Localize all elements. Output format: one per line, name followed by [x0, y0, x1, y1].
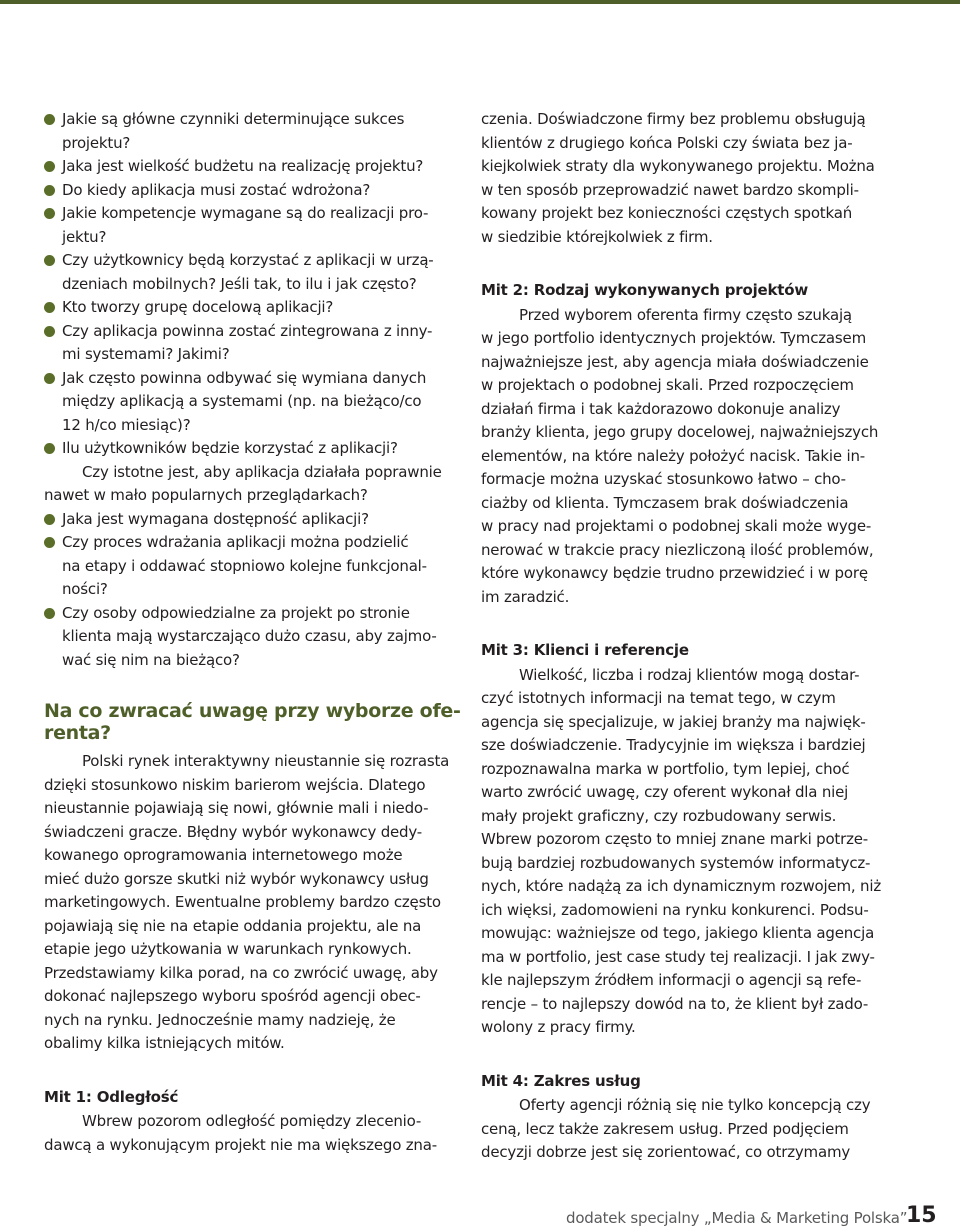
text-line: dokonać najlepszego wyboru spośród agencji obec-	[44, 987, 421, 1005]
question-line: ności?	[62, 580, 108, 598]
question-item	[44, 508, 469, 532]
text-line: marketingowych. Ewentualne problemy bardzo często	[44, 893, 441, 911]
question-line: Do kiedy aplikacja musi zostać wdrożona?	[62, 180, 371, 199]
top-accent-bar	[0, 0, 960, 4]
question-item	[44, 367, 469, 438]
text-line: im zaradzić.	[481, 587, 570, 606]
page-number: 15	[906, 1203, 937, 1228]
text-line: Oferty agencji różnią się nie tylko koncepcją czy	[519, 1096, 871, 1114]
bullet-dot-icon	[44, 373, 55, 384]
question-line: na etapy i oddawać stopniowo kolejne funkcjonal-	[62, 556, 427, 575]
heading-line: renta?	[44, 722, 111, 744]
text-line: ma w portfolio, jest case study tej realizacji. I jak zwy-	[481, 947, 875, 966]
question-line: Jaka jest wielkość budżetu na realizację projektu?	[62, 157, 424, 175]
text-line: agencja się specjalizuje, w jakiej branży ma najwięk-	[481, 712, 866, 731]
text-line: Przed wyborem oferenta firmy często szukają	[519, 305, 852, 324]
bullet-dot-icon	[44, 514, 55, 525]
text-line: Wielkość, liczba i rodzaj klientów mogą dostar-	[519, 665, 860, 684]
text-line: wolony z pracy firmy.	[481, 1018, 636, 1036]
question-line: Kto tworzy grupę docelową aplikacji?	[62, 298, 334, 316]
text-line: najważniejsze jest, aby agencja miała doświadczenie	[481, 352, 869, 371]
text-line: rencje – to najlepszy dowód na to, że klient był zado-	[481, 994, 869, 1013]
text-line: Czy istotne jest, aby aplikacja działała poprawnie	[82, 462, 442, 481]
text-line: świadczeni gracze. Błędny wybór wykonawcy dedy-	[44, 822, 422, 841]
text-line: nerować w trakcie pracy niezliczoną ilość problemów,	[481, 540, 874, 559]
text-line: ich więksi, zadomowieni na rynku konkurenci. Podsu-	[481, 900, 869, 919]
text-line: etapie jego użytkowania w warunkach rynkowych.	[44, 940, 412, 958]
text-line: Wbrew pozorom odległość pomiędzy zlecenio-	[82, 1112, 422, 1130]
question-line: mi systemami? Jakimi?	[62, 345, 230, 363]
mit4-title: Mit 4: Zakres usług	[481, 1071, 641, 1090]
question-item	[44, 202, 469, 249]
text-line: dawcą a wykonującym projekt nie ma większego zna-	[44, 1135, 437, 1154]
text-line: działań firma i tak każdorazowo dokonuje analizy	[481, 399, 841, 418]
question-item	[44, 108, 469, 155]
bullet-dot-icon	[44, 255, 55, 266]
text-line: kowanego oprogramowania internetowego może	[44, 846, 403, 864]
question-item	[44, 320, 469, 367]
right-column	[481, 108, 906, 1165]
text-line: czyć istotnych informacji na temat tego, w czym	[481, 689, 836, 707]
text-line: w pracy nad projektami o podobnej skali może wyge-	[481, 517, 872, 535]
mit3-paragraph	[481, 664, 906, 1040]
question-item	[44, 437, 469, 461]
footer-publication: dodatek specjalny „Media & Marketing Polska”	[566, 1209, 908, 1227]
text-line: ciażby od klienta. Tymczasem brak doświadczenia	[481, 493, 849, 512]
text-line: mały projekt graficzny, czy rozbudowany serwis.	[481, 806, 837, 825]
text-line: Wbrew pozorom często to mniej znane marki potrze-	[481, 830, 868, 848]
question-line: Jaka jest wymagana dostępność aplikacji?	[62, 509, 369, 528]
text-line: w ten sposób przeprowadzić nawet bardzo skompli-	[481, 180, 859, 199]
bullet-dot-icon	[44, 537, 55, 548]
text-line: w jego portfolio identycznych projektów. Tymczasem	[481, 329, 866, 347]
question-item	[44, 249, 469, 296]
text-line: kle najlepszym źródłem informacji o agencji są refe-	[481, 971, 862, 989]
mit1-continuation	[481, 108, 906, 249]
text-line: mieć dużo gorsze skutki niż wybór wykonawcy usług	[44, 869, 429, 888]
text-line: w projektach o podobnej skali. Przed rozpoczęciem	[481, 376, 854, 394]
bullet-dot-icon	[44, 185, 55, 196]
text-line: nieustannie pojawiają się nowi, głównie mali i niedo-	[44, 799, 429, 817]
text-line: w siedzibie którejkolwiek z firm.	[481, 227, 713, 246]
question-line: Czy osoby odpowiedzialne za projekt po stronie	[62, 603, 410, 622]
question-line: jektu?	[62, 227, 107, 246]
text-line: warto zwrócić uwagę, czy oferent wykonał dla niej	[481, 783, 849, 801]
section-heading	[44, 700, 469, 744]
bullet-dot-icon	[44, 114, 55, 125]
text-line: nych, które nadążą za ich dynamicznym rozwojem, niż	[481, 877, 882, 895]
left-column	[44, 108, 469, 1157]
text-line: Polski rynek interaktywny nieustannie się rozrasta	[82, 752, 450, 770]
text-line: branży klienta, jego grupy docelowej, najważniejszych	[481, 423, 879, 441]
question-line: Czy proces wdrażania aplikacji można podzielić	[62, 533, 409, 551]
text-line: dzięki stosunkowo niskim barierom wejścia. Dlatego	[44, 775, 426, 794]
bullet-dot-icon	[44, 608, 55, 619]
question-item	[44, 179, 469, 203]
question-line: Ilu użytkowników będzie korzystać z aplikacji?	[62, 439, 398, 457]
text-line: obalimy kilka istniejących mitów.	[44, 1034, 285, 1052]
text-line: klientów z drugiego końca Polski czy świata bez ja-	[481, 133, 853, 152]
mit4-paragraph	[481, 1094, 906, 1165]
question-line: wać się nim na bieżąco?	[62, 650, 240, 669]
question-line: Czy aplikacja powinna zostać zintegrowana z inny-	[62, 321, 433, 340]
bullet-dot-icon	[44, 443, 55, 454]
question-item	[44, 531, 469, 602]
bullet-dot-icon	[44, 161, 55, 172]
text-line: nawet w mało popularnych przeglądarkach?	[44, 486, 368, 504]
text-line: kiejkolwiek straty dla wykonywanego projektu. Można	[481, 157, 875, 175]
question-line: Czy użytkownicy będą korzystać z aplikacji w urzą-	[62, 251, 434, 269]
text-line: bują bardziej rozbudowanych systemów informatycz-	[481, 853, 871, 872]
question-line: 12 h/co miesiąc)?	[62, 415, 191, 434]
question-line: Jakie kompetencje wymagane są do realizacji pro-	[62, 204, 429, 222]
mit1-paragraph	[44, 1110, 469, 1157]
text-line: sze doświadczenie. Tradycyjnie im większa i bardziej	[481, 736, 866, 754]
question-line: projektu?	[62, 133, 131, 152]
mit2-title: Mit 2: Rodzaj wykonywanych projektów	[481, 281, 808, 299]
question-line: między aplikacją a systemami (np. na bieżąco/co	[62, 392, 422, 410]
bullet-dot-icon	[44, 326, 55, 337]
mit2-paragraph	[481, 304, 906, 610]
heading-line: Na co zwracać uwagę przy wyborze ofe-	[44, 700, 461, 722]
question-line: dzeniach mobilnych? Jeśli tak, to ilu i jak często?	[62, 274, 417, 293]
text-line: czenia. Doświadczone firmy bez problemu obsługują	[481, 110, 866, 128]
text-line: pojawiają się nie na etapie oddania projektu, ale na	[44, 916, 422, 935]
question-line: klienta mają wystarczająco dużo czasu, aby zajmo-	[62, 627, 437, 645]
mit3-title: Mit 3: Klienci i referencje	[481, 641, 689, 659]
text-line: ceną, lecz także zakresem usług. Przed podjęciem	[481, 1119, 849, 1138]
intro-paragraph	[44, 750, 469, 1056]
bullet-dot-icon	[44, 302, 55, 313]
text-line: Przedstawiamy kilka porad, na co zwrócić uwagę, aby	[44, 963, 438, 982]
text-line: rozpoznawalna marka w portfolio, tym lepiej, choć	[481, 759, 850, 778]
text-line: elementów, na które należy położyć nacisk. Takie in-	[481, 446, 865, 465]
text-line: nych na rynku. Jednocześnie mamy nadzieję, że	[44, 1010, 396, 1029]
indented-question	[44, 461, 469, 508]
question-list	[44, 108, 469, 461]
bullet-dot-icon	[44, 208, 55, 219]
mit1-title: Mit 1: Odległość	[44, 1087, 179, 1106]
question-line: Jak często powinna odbywać się wymiana danych	[62, 368, 427, 387]
question-list-2	[44, 508, 469, 673]
question-line: Jakie są główne czynniki determinujące sukces	[62, 110, 405, 128]
text-line: formacje można uzyskać stosunkowo łatwo – cho-	[481, 470, 846, 488]
text-line: mowując: ważniejsze od tego, jakiego klienta agencja	[481, 924, 875, 942]
text-line: decyzji dobrze jest się zorientować, co otrzymamy	[481, 1143, 851, 1161]
text-line: które wykonawcy będzie trudno przewidzieć i w porę	[481, 564, 868, 582]
text-line: kowany projekt bez konieczności częstych spotkań	[481, 204, 852, 222]
question-item	[44, 602, 469, 673]
question-item	[44, 296, 469, 320]
question-item	[44, 155, 469, 179]
